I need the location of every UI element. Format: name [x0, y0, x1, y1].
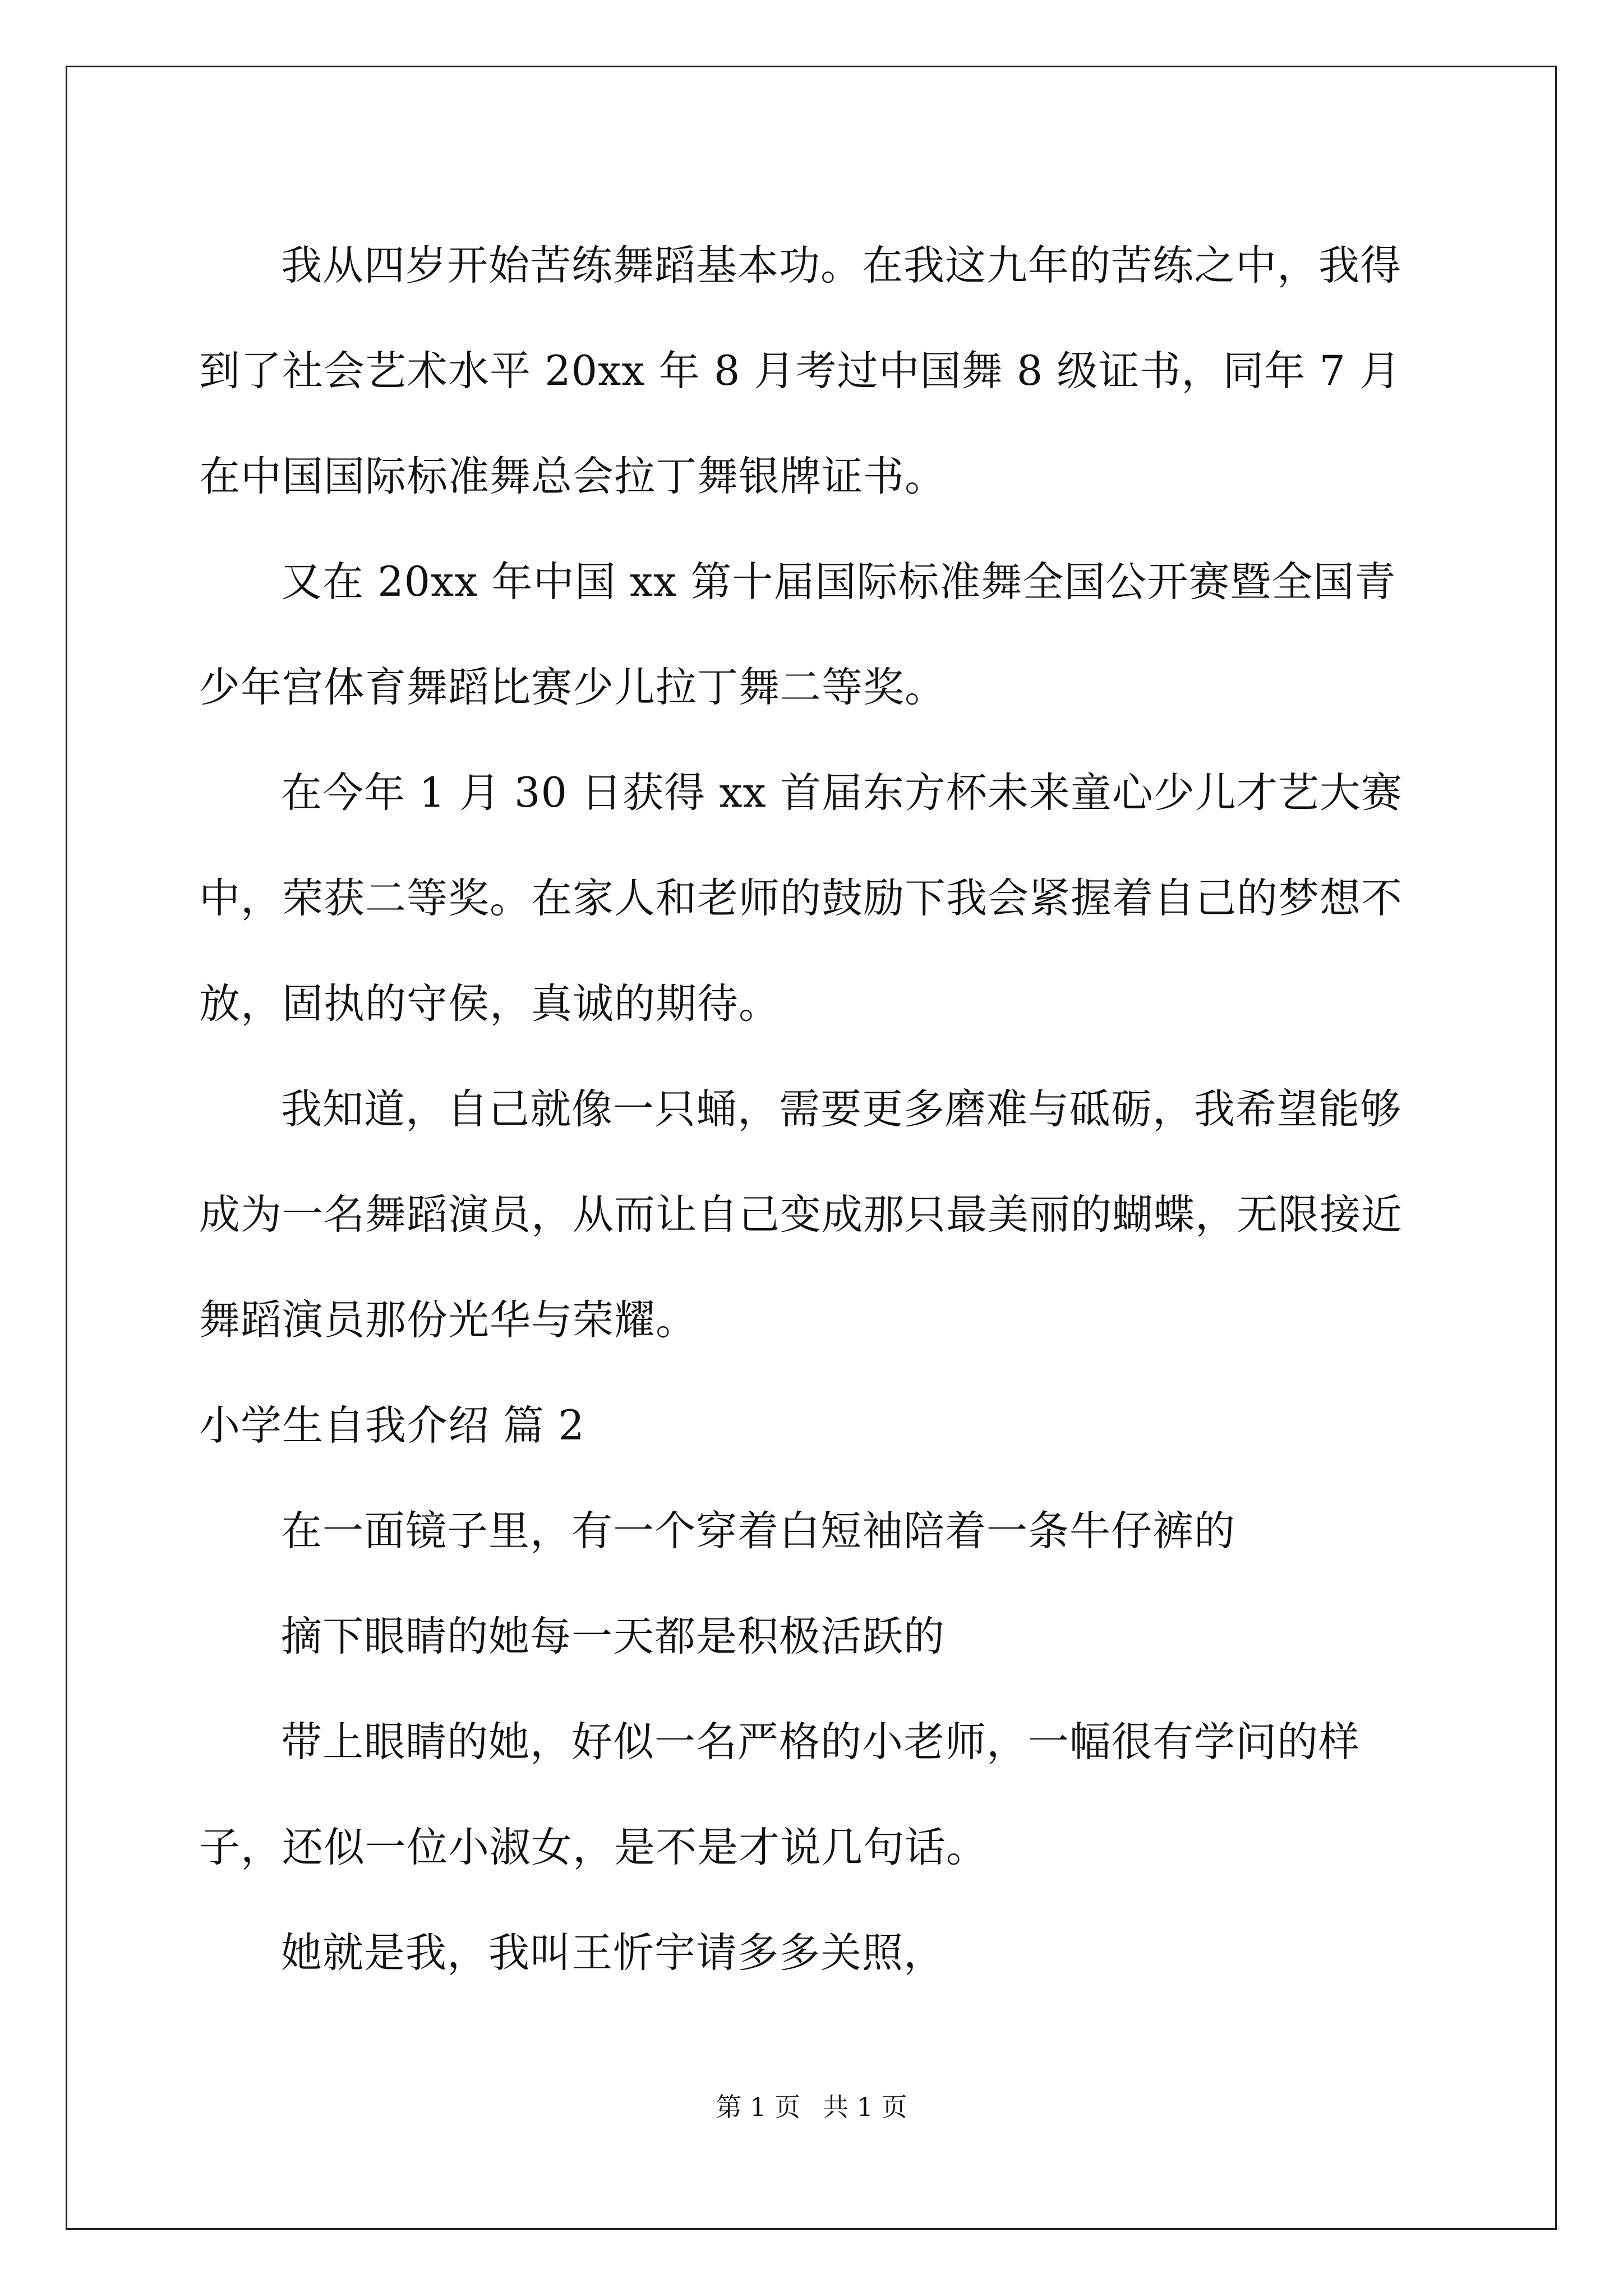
paragraph: 我从四岁开始苦练舞蹈基本功。在我这九年的苦练之中，我得到了社会艺术水平 20xx 年 8 月考过中国舞 8 级证书，同年 7 月在中国国际标准舞总会拉丁舞银牌证书。: [199, 242, 1401, 500]
paragraph: 她就是我，我叫王忻宇请多多关照，: [281, 1929, 945, 1977]
paragraph: 摘下眼睛的她每一天都是积极活跃的: [281, 1613, 945, 1660]
paragraph: 又在 20xx 年中国 xx 第十届国际标准舞全国公开赛暨全国青少年宫体育舞蹈比赛少儿拉丁舞二等奖。: [199, 558, 1396, 711]
section-heading: 小学生自我介绍 篇 2: [199, 1402, 585, 1450]
document-body: [199, 213, 1427, 2006]
page-footer: [0, 2090, 1623, 2124]
paragraph: 带上眼睛的她，好似一名严格的小老师，一幅很有学问的样子，还似一位小淑女，是不是才说几句话。: [199, 1718, 1360, 1871]
paragraph: 我知道，自己就像一只蛹，需要更多磨难与砥砺，我希望能够成为一名舞蹈演员，从而让自己变成那只最美丽的蝴蝶，无限接近舞蹈演员那份光华与荣耀。: [199, 1085, 1403, 1344]
paragraph: 在一面镜子里，有一个穿着白短袖陪着一条牛仔裤的: [281, 1507, 1235, 1555]
page-number: 第 1 页: [716, 2092, 800, 2122]
paragraph: 在今年 1 月 30 日获得 xx 首届东方杯未来童心少儿才艺大赛中，荣获二等奖。在家人和老师的鼓励下我会紧握着自己的梦想不放，固执的守侯，真诚的期待。: [199, 769, 1403, 1028]
page-total: 共 1 页: [823, 2092, 907, 2122]
